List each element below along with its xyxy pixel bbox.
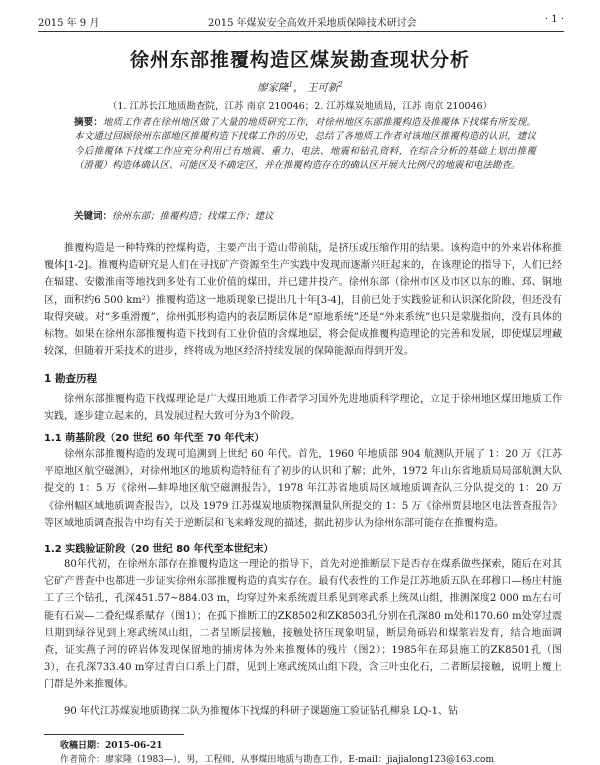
- section-1-text: 徐州东部推覆构造下找煤理论是广大煤田地质工作者学习国外先进地质科学理论，立足于徐州地区煤田地质工作实践，逐步建立起来的，具发展过程大致可分为3个阶段。: [44, 394, 562, 423]
- keywords: [74, 208, 536, 222]
- received-date: 收稿日期：2015-06-21: [60, 741, 163, 751]
- intro-paragraph: [44, 240, 562, 360]
- section-1-paragraph: [44, 391, 562, 425]
- abstract: [74, 116, 536, 174]
- keywords-label: 关键词：: [74, 211, 113, 222]
- author-affiliation: （1. 江苏长江地质勘查院，江苏 南京 210046；2. 江苏煤炭地质局，江苏 南京 210046）: [107, 101, 493, 112]
- section-heading-1-2: 1.2 实践验证阶段（20 世纪 80 年代至本世纪末）: [44, 544, 274, 555]
- section-1-1-text: 徐州东部推覆构造的发现可追溯到上世纪 60 年代。首先，1960 年地质部 904 航测队开展了 1：20 万《江苏平原地区航空磁测》，对徐州地区的地质构造特征有了初步的认识和了解；此外，1972 年山东省地质局局部航测大队提交的 1：5 万《徐州—蚌埠地区航空磁测报告》，1978 年江苏省地质局区域地质调查队三分队提交的 1：20 万《徐州幅区域地质调查报告》，以及 1979 江苏煤炭地质物探测量队所提交的 1：5 万《徐州贾县地区电法普查报告》等区域地质调查报告中均有关于逆断层和飞来峰发现的描述，据此初步认为徐州东部可能存在推覆构造。: [44, 449, 562, 529]
- section-1-2-paragraph-2: [44, 703, 562, 720]
- author-mark: 2: [338, 80, 343, 89]
- section-1-2-paragraph: [44, 556, 562, 694]
- author-mark: 1: [288, 80, 294, 89]
- section-heading-1: 1 勘查历程: [44, 373, 97, 385]
- abstract-text: 地质工作者在徐州地区做了大量的地质研究工作，对徐州地区东部推覆构造及推覆体下找煤有所发现。本文通过回顾徐州东部地区推覆构造下找煤工作的历史，总结了各地质工作者对该地区推覆构造的认识，建议今后推覆体下找煤工作应充分利用已有地震、重力、电法、地震和钻孔资料，在综合分析的基础上划出推覆（滑覆）构造体确认区、可能区及不确定区，并在推覆构造存在的确认区开展大比例尺的地震和电法勘查。: [74, 117, 536, 172]
- header-rule: [38, 31, 564, 32]
- abstract-label: 摘要：: [74, 117, 103, 128]
- header-conference: 2015 年煤炭安全高效开采地质保障技术研讨会: [208, 18, 417, 29]
- paper-authors: 廖家隆$^1$， 王可新$^2$: [257, 80, 343, 94]
- author-bio: 作者简介：廖家隆（1983—），男，工程师，从事煤田地质与勘查工作，E-mail：jiajialong123@163.com: [60, 755, 494, 765]
- section-1-2-text-2: 90 年代江苏煤炭地质勘探二队为推覆体下找煤的科研子课题施工验证钻孔柳泉 LQ-1、钻: [64, 706, 459, 717]
- header-date: 2015 年 9 月: [38, 18, 100, 29]
- section-1-2-text: 80年代初，在徐州东部存在推覆构造这一理论的指导下，首先对逆推断层下是否存在煤系做些探索，随后在对其它矿产普查中也都进一步证实徐州东部推覆构造的真实存在。最有代表性的工作是江苏地质五队在邳穆口—杨庄村施工了三个钻孔，孔深451.57~884.03 m，均穿过外来系统震旦系见到寒武系上统凤山组，推测深度2 000 m左右可能有石炭—二叠纪煤系赋存（图1）；在孤下推断工的ZK8502和ZK8503孔分别在孔深80 m处和170.60 m处穿过震旦期到绿谷见到上寒武统凤山组，二者呈断层接触，接触处挤压现象明显，断层角砾岩和煤浆岩发育，结合地面调查，证实燕子河的碎岩体发现保留地的捕虏体为外来推覆体的残片（图2）；1985年在邳县施工的ZK8501孔（图3），在孔深733.40 m穿过青白口系上门群，见到上寒武统凤山组下段，含三叶虫化石，二者断层接触，说明上覆上门群是外来推覆体。: [44, 559, 562, 691]
- intro-text: 推覆构造是一种特殊的控煤构造，主要产出于造山带前陆，是挤压或压缩作用的结果。该构造中的外来岩体称推覆体[1-2]。推覆构造研究是人们在寻找矿产资源至生产实践中发现而逐渐兴旺起来的，在该理论的指导下，人们已经在辐建、安徽淮南等地找到多处有工业价值的煤田，并已建井投产。徐州东部（徐州市区及市区以东的睢、邳、铜地区，面积约6 500 km²）推覆构造这一地质现象已提出几十年[3-4]，目前已处于实践验证和认识深化阶段，但还没有取得突破。对“多重滑覆”，徐州弧形构造内的表层断层体是“原地系统”还是“外来系统”也只是蒙胧指向，没有具体的标物。如果在徐州东部推覆构造下找到有工业价值的含煤地层，将会促成推覆构造理论的完善和发展，即使煤层埋藏较深，但随着开采技术的进步，终将成为地区经济持续发展的保障能源而得到开发。: [44, 243, 562, 358]
- author-name: 王可新: [306, 82, 339, 94]
- keywords-text: 徐州东部；推覆构造；找煤工作；建议: [112, 211, 274, 222]
- section-heading-1-1: 1.1 萌基阶段（20 世纪 60 年代至 70 年代末）: [44, 433, 265, 444]
- header-page-number: · 1 ·: [544, 14, 564, 25]
- paper-title: 徐州东部推覆构造区煤炭勘查现状分析: [129, 49, 470, 71]
- footnote-rule: [44, 734, 184, 735]
- author-name: 廖家隆: [257, 82, 289, 94]
- section-1-1-paragraph: [44, 446, 562, 532]
